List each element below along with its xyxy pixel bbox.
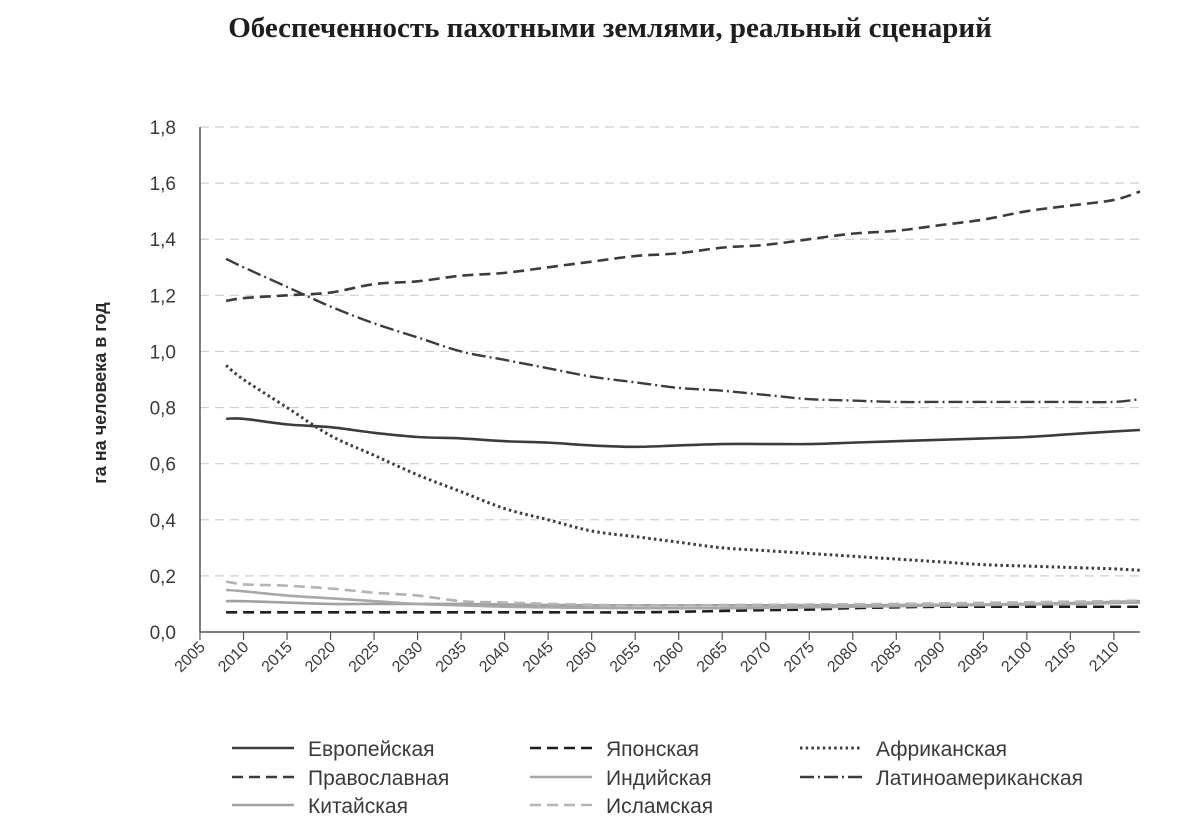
x-tick-label: 2005 (171, 638, 209, 676)
y-tick-label: 1,6 (149, 174, 176, 196)
legend-label: Японская (606, 738, 700, 761)
legend-label: Китайская (308, 795, 408, 818)
series-line (226, 192, 1140, 301)
x-tick-label: 2030 (389, 638, 427, 676)
legend-label: Православная (308, 767, 450, 790)
x-tick-label: 2050 (563, 638, 601, 676)
series-line (226, 259, 1140, 402)
chart-title: Обеспеченность пахотными землями, реальный сценарий (228, 12, 992, 44)
legend-label: Латиноамериканская (876, 767, 1083, 790)
series-line (226, 582, 1140, 606)
x-tick-label: 2100 (998, 638, 1036, 676)
y-tick-label: 1,0 (149, 342, 176, 364)
x-tick-label: 2010 (215, 638, 253, 676)
grid-lines (200, 127, 1140, 576)
x-tick-label: 2085 (867, 638, 906, 676)
x-tick-label: 2035 (432, 638, 470, 676)
x-tick-label: 2075 (780, 638, 819, 676)
x-tick-labels (172, 639, 1123, 676)
series-line (226, 418, 1140, 446)
x-tick-label: 2025 (345, 638, 383, 676)
axes (200, 127, 1140, 640)
legend (232, 738, 1083, 818)
y-axis-label: га на человека в год (90, 302, 110, 484)
x-tick-label: 2110 (1086, 638, 1123, 676)
x-tick-label: 2015 (258, 638, 296, 676)
legend-label: Африканская (876, 738, 1008, 761)
x-tick-label: 2105 (1042, 638, 1080, 676)
legend-label: Индийская (606, 767, 712, 790)
x-tick-label: 2090 (911, 638, 949, 676)
y-tick-labels (150, 118, 177, 644)
x-tick-label: 2080 (824, 638, 862, 676)
y-tick-label: 1,8 (149, 118, 176, 139)
x-tick-label: 2060 (650, 638, 688, 676)
x-tick-label: 2020 (302, 638, 340, 676)
y-tick-label: 0,8 (149, 398, 176, 420)
series-line (226, 365, 1140, 570)
y-tick-label: 1,2 (149, 286, 176, 308)
y-tick-label: 0,6 (149, 454, 176, 476)
x-tick-label: 2095 (954, 638, 993, 676)
x-tick-label: 2055 (606, 638, 645, 676)
y-tick-label: 0,4 (149, 510, 176, 532)
legend-label: Исламская (606, 795, 714, 818)
y-tick-label: 1,4 (149, 230, 176, 252)
x-tick-label: 2040 (476, 638, 514, 676)
series-lines (226, 192, 1140, 613)
x-tick-label: 2065 (693, 638, 732, 676)
y-tick-label: 0,0 (149, 623, 176, 644)
x-tick-label: 2070 (737, 638, 775, 676)
y-tick-label: 0,2 (149, 566, 176, 588)
legend-label: Европейская (308, 738, 435, 761)
x-tick-label: 2045 (519, 638, 557, 676)
